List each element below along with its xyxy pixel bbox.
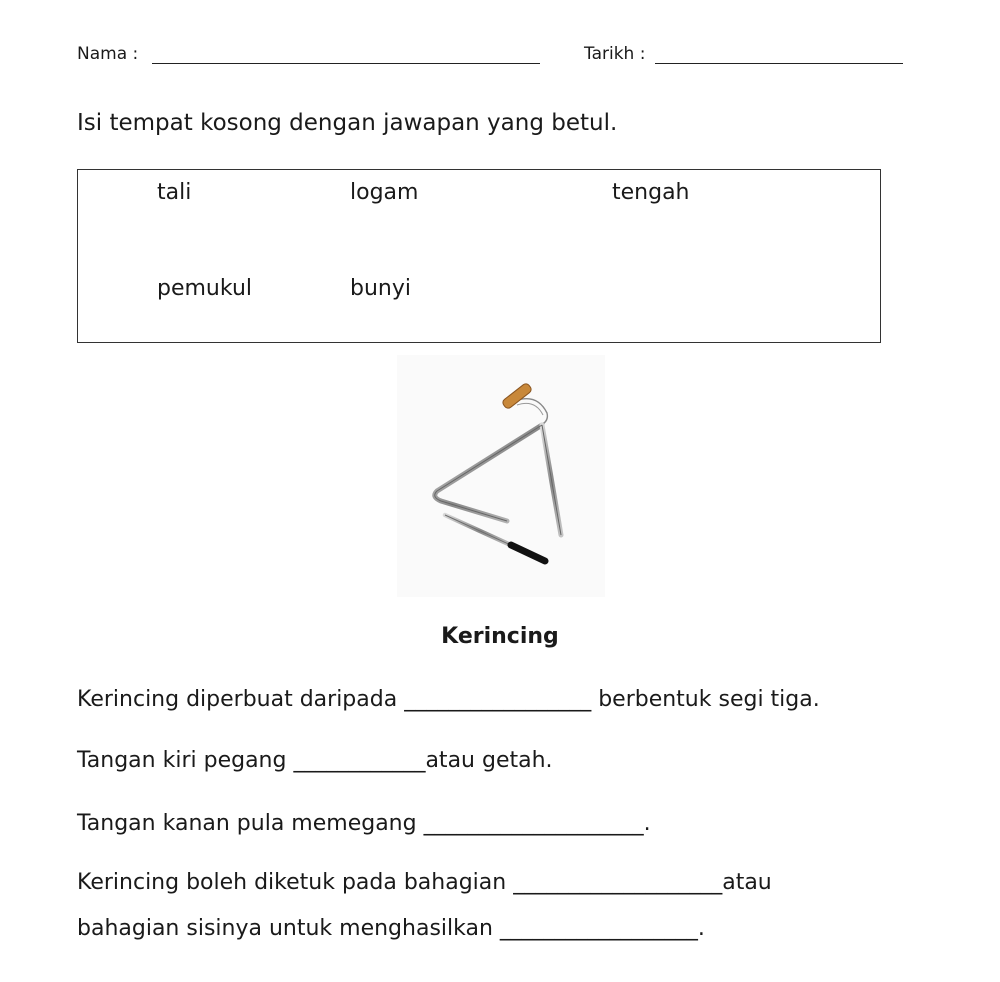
word-bank-item[interactable]: logam <box>350 180 419 205</box>
date-field[interactable] <box>655 63 903 64</box>
triangle-instrument-icon <box>397 355 605 597</box>
fill-in-sentence[interactable]: Kerincing boleh diketuk pada bahagian ___________________atau <box>77 870 772 895</box>
fill-in-sentence[interactable]: Tangan kiri pegang ____________atau getah. <box>77 748 553 773</box>
instrument-image <box>397 355 605 597</box>
name-field[interactable] <box>152 63 540 64</box>
name-label: Nama : <box>77 44 139 64</box>
word-bank-item[interactable]: tengah <box>612 180 690 205</box>
instruction-text: Isi tempat kosong dengan jawapan yang betul. <box>77 110 618 136</box>
word-bank-item[interactable]: bunyi <box>350 276 411 301</box>
word-bank-item[interactable]: pemukul <box>157 276 252 301</box>
date-label: Tarikh : <box>584 44 646 64</box>
caption: Kerincing <box>441 624 559 649</box>
fill-in-sentence[interactable]: bahagian sisinya untuk menghasilkan __________________. <box>77 916 705 941</box>
fill-in-sentence[interactable]: Tangan kanan pula memegang ____________________. <box>77 811 651 836</box>
word-bank-box <box>77 169 881 343</box>
fill-in-sentence[interactable]: Kerincing diperbuat daripada _________________ berbentuk segi tiga. <box>77 687 820 712</box>
word-bank-item[interactable]: tali <box>157 180 192 205</box>
